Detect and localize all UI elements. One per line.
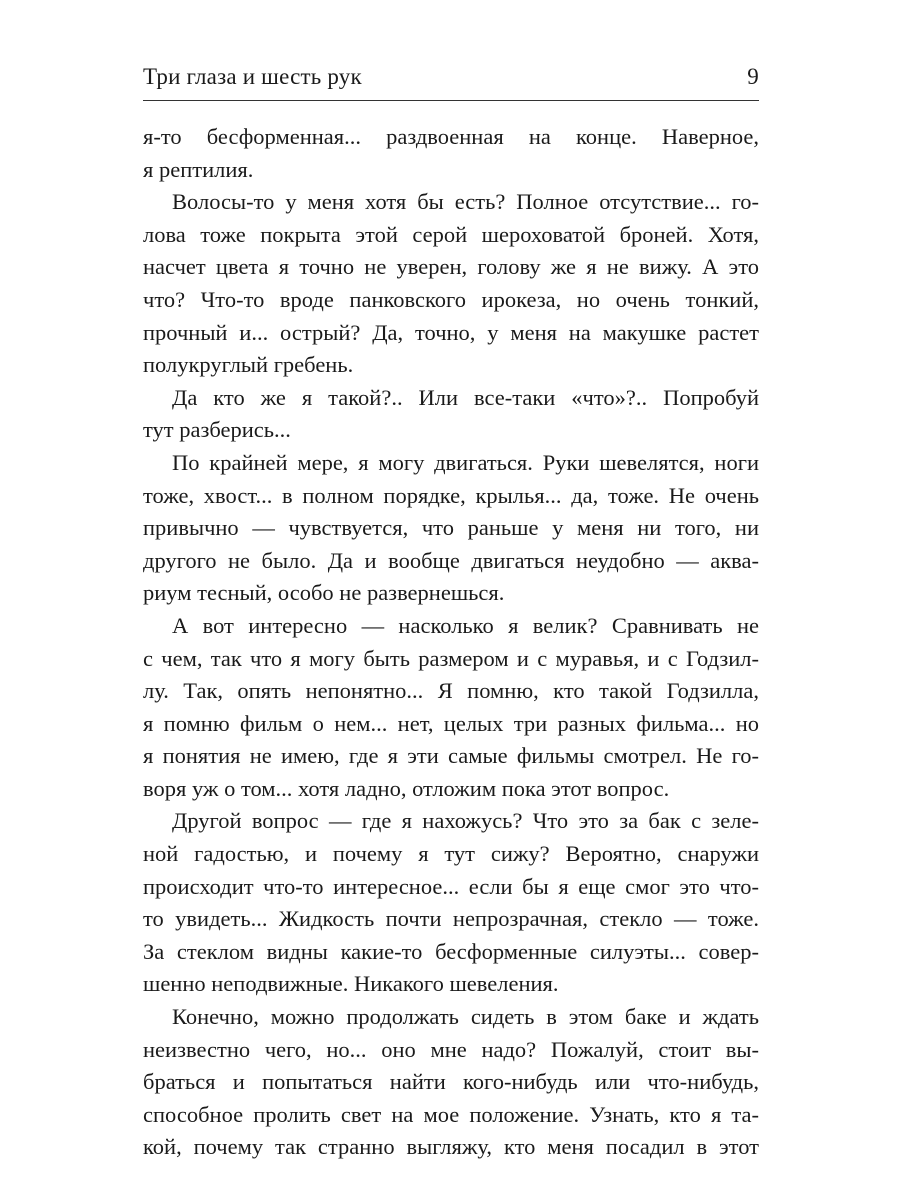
text-line: Да кто же я такой?.. Или все-таки «что»?.. Попробуй: [172, 384, 759, 410]
text-line: привычно — чувствуется, что раньше у меня ни того, ни: [143, 515, 759, 541]
text-line: я помню фильм о нем... нет, целых три разных фильма... но: [143, 710, 759, 736]
text-line: полукруглый гребень.: [143, 352, 354, 378]
text-line: с чем, так что я могу быть размером и с муравья, и с Годзил-: [143, 645, 759, 671]
text-line: я рептилия.: [143, 156, 254, 182]
running-title: Три глаза и шесть рук: [143, 64, 362, 89]
text-line: Другой вопрос — где я нахожусь? Что это за бак с зеле-: [172, 808, 759, 834]
running-head: [143, 62, 759, 101]
text-line: По крайней мере, я могу двигаться. Руки шевелятся, ноги: [172, 449, 759, 475]
text-line: лу. Так, опять непонятно... Я помню, кто такой Годзилла,: [143, 678, 759, 704]
text-line: прочный и... острый? Да, точно, у меня на макушке растет: [143, 319, 759, 345]
text-line: тоже, хвост... в полном порядке, крылья... да, тоже. Не очень: [143, 482, 759, 508]
text-line: браться и попытаться найти кого-нибудь или что-нибудь,: [143, 1069, 759, 1095]
text-line: я-то бесформенная... раздвоенная на конце. Наверное,: [143, 124, 759, 149]
text-line: что? Что-то вроде панковского ирокеза, но очень тонкий,: [143, 286, 759, 312]
text-line: то увидеть... Жидкость почти непрозрачная, стекло — тоже.: [143, 906, 759, 932]
text-line: А вот интересно — насколько я велик? Сравнивать не: [172, 612, 759, 638]
text-line: я понятия не имею, где я эти самые фильмы смотрел. Не го-: [143, 743, 759, 769]
text-line: Волосы-то у меня хотя бы есть? Полное отсутствие... го-: [172, 189, 759, 215]
text-line: ной гадостью, и почему я тут сижу? Вероятно, снаружи: [143, 841, 759, 867]
page-number: 9: [747, 64, 759, 89]
text-line: лова тоже покрыта этой серой шероховатой броней. Хотя,: [143, 221, 759, 247]
text-line: тут разберись...: [143, 417, 291, 443]
text-line: риум тесный, особо не развернешься.: [143, 580, 505, 606]
text-line: Конечно, можно продолжать сидеть в этом баке и ждать: [172, 1004, 759, 1030]
body-text: [143, 121, 759, 1164]
text-line: способное пролить свет на мое положение. Узнать, кто я та-: [143, 1101, 759, 1127]
book-page: [143, 62, 759, 1164]
text-line: кой, почему так странно выгляжу, кто меня посадил в этот: [143, 1134, 759, 1160]
text-line: неизвестно чего, но... оно мне надо? Пожалуй, стоит вы-: [143, 1036, 759, 1062]
text-line: шенно неподвижные. Никакого шевеления.: [143, 971, 559, 997]
text-line: За стеклом видны какие-то бесформенные силуэты... совер-: [143, 938, 759, 964]
text-line: насчет цвета я точно не уверен, голову же я не вижу. А это: [143, 254, 759, 280]
text-line: воря уж о том... хотя ладно, отложим пока этот вопрос.: [143, 775, 670, 801]
text-line: происходит что-то интересное... если бы я еще смог это что-: [143, 873, 759, 899]
text-line: другого не было. Да и вообще двигаться неудобно — аква-: [143, 547, 759, 573]
